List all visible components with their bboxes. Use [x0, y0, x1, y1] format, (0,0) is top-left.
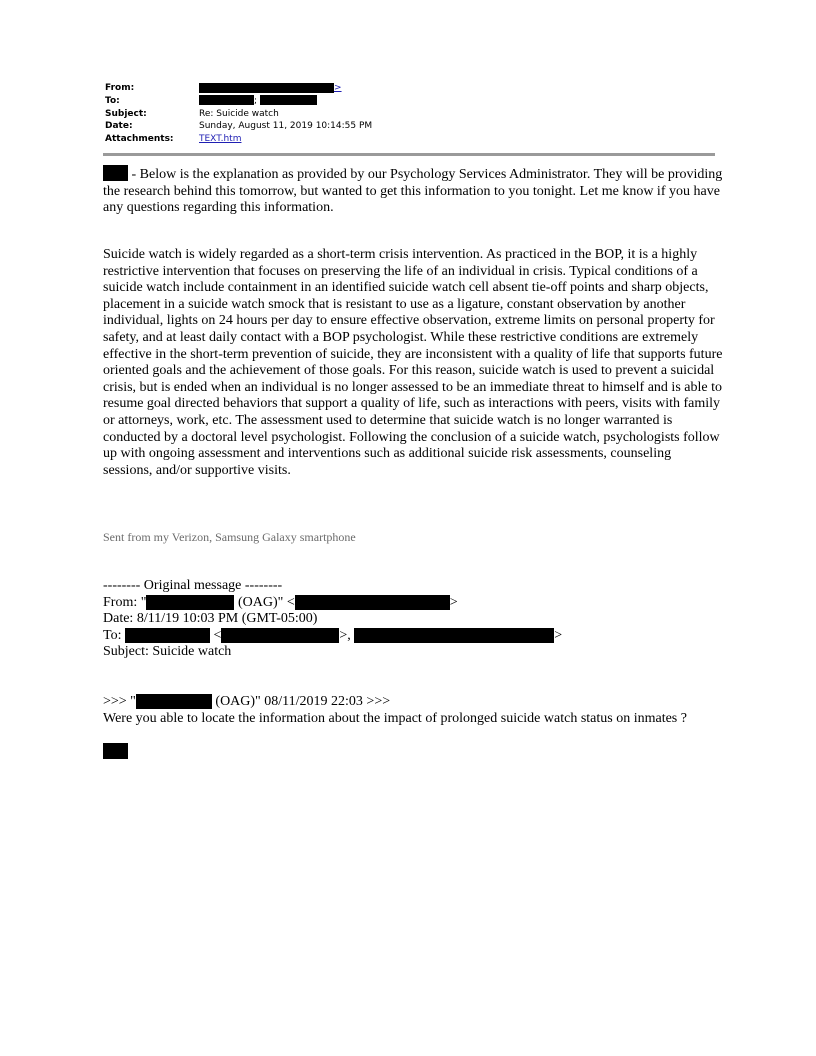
- subject-row: [105, 108, 717, 121]
- to-label: To:: [105, 95, 120, 106]
- from-value: [199, 82, 342, 95]
- redaction-block: [125, 628, 210, 643]
- signature: Sent from my Verizon, Samsung Galaxy smartphone: [103, 530, 356, 544]
- date-row: [105, 120, 717, 133]
- date-value: Sunday, August 11, 2019 10:14:55 PM: [199, 121, 373, 132]
- attachments-row: [105, 133, 717, 146]
- quoted-header-line: [103, 694, 743, 711]
- original-subject-line: Subject: Suicide watch: [103, 644, 232, 660]
- original-date-line: Date: 8/11/19 10:03 PM (GMT-05:00): [103, 611, 318, 627]
- to-sep: >,: [339, 627, 355, 643]
- to-separator: ;: [254, 95, 258, 106]
- quoted-suffix: (OAG)" 08/11/2019 22:03 >>>: [211, 694, 391, 709]
- redaction-block: [221, 628, 339, 643]
- main-paragraph: [103, 247, 723, 479]
- to-value: [199, 95, 317, 108]
- intro-text: - Below is the explanation as provided by our Psychology Services Administrator. They will be providing the research behind this tomorrow, but wanted to get this information to you tonight. Let me know if you have any questions regarding this information.: [103, 167, 723, 216]
- quoted-question: Were you able to locate the information about the impact of prolonged suicide watch status on inmates ?: [103, 710, 687, 726]
- from-mid: (OAG)" <: [234, 594, 295, 610]
- original-message: [103, 578, 723, 661]
- redaction-block: [146, 595, 234, 610]
- from-prefix: From: ": [103, 594, 147, 610]
- to-prefix: To:: [103, 627, 125, 643]
- redaction-block: [295, 595, 450, 610]
- from-end: >: [449, 594, 458, 610]
- main-text: Suicide watch is widely regarded as a short-term crisis intervention. As practiced in the BOP, it is a highly restrictive intervention that focuses on preserving the life of an individual in crisis. Typical conditions of a suicide watch include containment in an identified suicide watch cell absent tie-off points and sharp objects, placement in a suicide watch smock that is resistant to use as a ligature, constant observation by another individual, lights on 24 hours per day to ensure effective observation, extreme limits on personal property for safety, and at least daily contact with a BOP psychologist. While these restrictive conditions are extremely effective in the short-term prevention of suicide, they are inconsistent with a quality of life that supports future oriented goals and the achievement of those goals. For this reason, suicide watch is used to prevent a suicidal crisis, but is ended when an individual is no longer assessed to be an immediate threat to himself and is able to resume goal directed behaviors that support a quality of life, such as interactions with peers, visits with family or attorneys, work, etc. The assessment used to determine that suicide watch is no longer warranted is conducted by a doctoral level psychologist. Following the conclusion of a suicide watch, psychologists follow up with ongoing assessment and interventions such as additional suicide risk assessments, counseling sessions, and/or supportive visits.: [103, 247, 723, 478]
- from-row: [105, 82, 717, 95]
- subject-label: Subject:: [105, 108, 147, 119]
- original-divider: -------- Original message --------: [103, 578, 283, 593]
- original-from-line: [103, 595, 723, 612]
- to-end: >: [554, 627, 563, 643]
- redaction-block: [260, 95, 317, 105]
- quoted-message: [103, 694, 743, 727]
- original-to-line: [103, 628, 723, 645]
- redaction-block: [103, 743, 128, 759]
- from-label: From:: [105, 83, 135, 93]
- attachments-label: Attachments:: [105, 134, 174, 145]
- redaction-block: [136, 694, 212, 709]
- from-suffix: >: [334, 83, 342, 93]
- to-row: [105, 95, 717, 108]
- email-header: [105, 82, 717, 146]
- redaction-block: [199, 95, 254, 105]
- intro-paragraph: [103, 165, 723, 217]
- redaction-block: [199, 83, 334, 93]
- subject-value: Re: Suicide watch: [199, 108, 279, 119]
- to-mid: <: [209, 627, 222, 643]
- header-divider: [103, 153, 715, 156]
- date-label: Date:: [105, 121, 133, 132]
- redaction-block: [103, 165, 128, 181]
- attachment-link[interactable]: TEXT.htm: [199, 134, 242, 145]
- quoted-prefix: >>> ": [103, 694, 136, 709]
- redaction-block: [354, 628, 554, 643]
